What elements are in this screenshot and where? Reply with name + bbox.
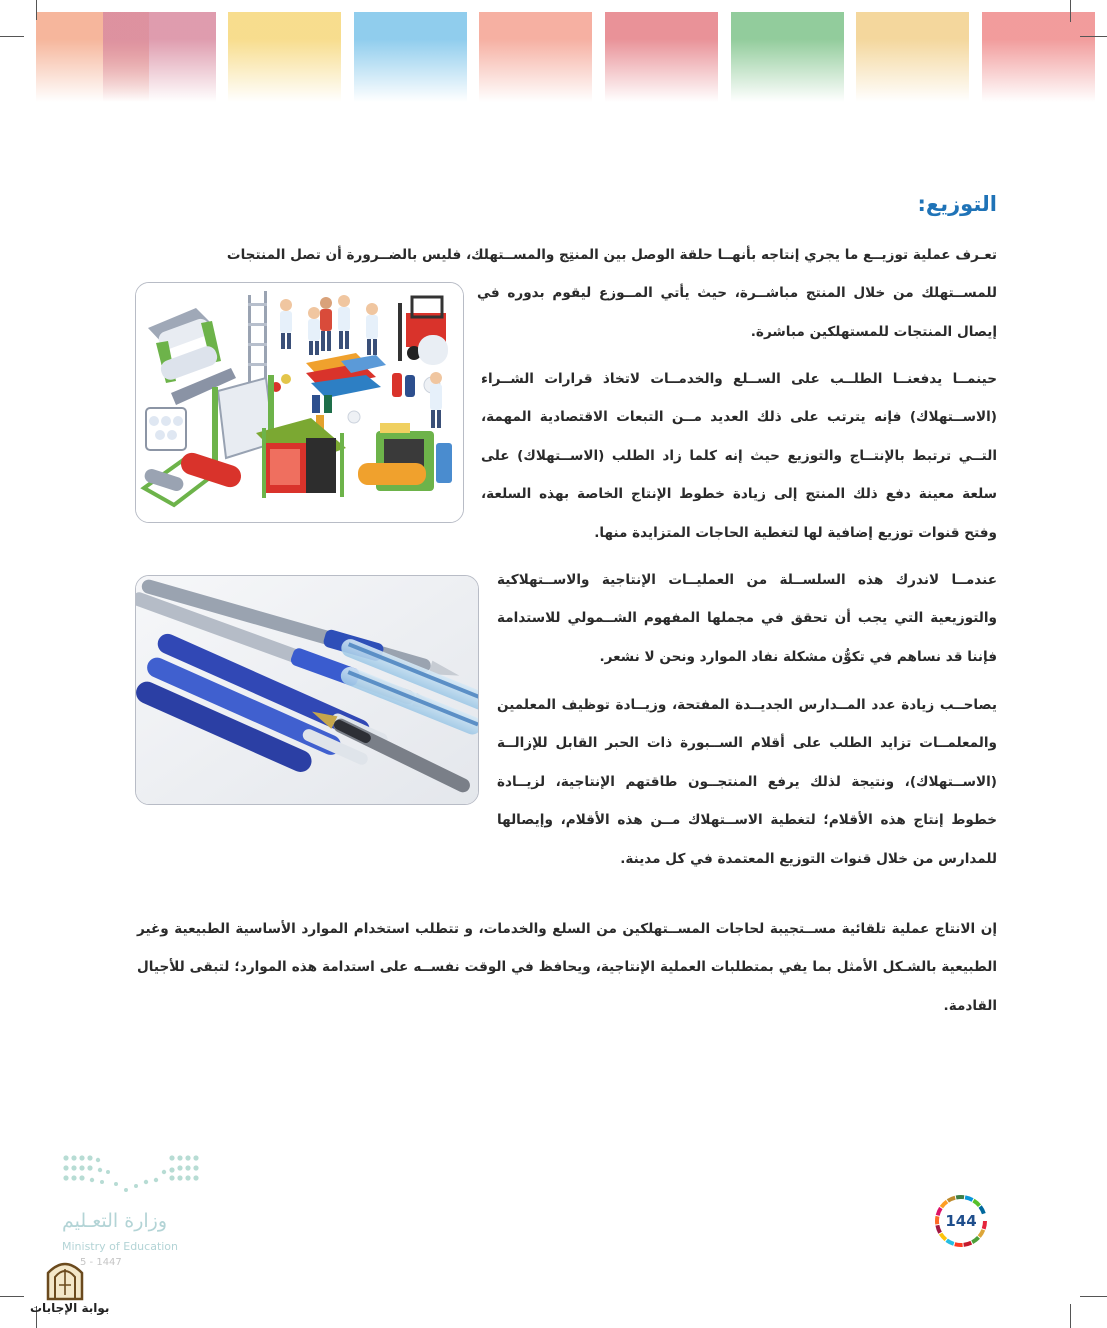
page-number: 144 <box>945 1212 977 1230</box>
crop-mark <box>0 36 24 37</box>
color-tab <box>228 12 341 102</box>
paragraph-line: للمســتهلك من خلال المنتج مباشــرة، حيث يأتي المــوزع ليقوم بدوره في إيصال المنتجات للمستهلكين مباشرة. <box>477 285 997 340</box>
crop-mark <box>36 0 37 20</box>
ministry-dots-icon <box>60 1150 210 1210</box>
ballpoint-pens-icon <box>136 576 478 804</box>
paragraph-demand-consumption: حينمــا يدفعنــا الطلــب على الســلع والخدمــات لاتخاذ قرارات الشــراء (الاســتهلاك) فإنه يترتب على ذلك العديد مــن التبعات الاقتصادية المهمة، التــي ترتبط بالإنتــاج والتوزيع حيث إنه كلما زاد الطلب (الاســتهلاك) على سلعة معينة دفع ذلك المنتج إلى زيادة خطوط الإنتاج الخاصة بهذه السلعة، وفتح قنوات توزيع إضافية لها لتغطية الحاجات المتزايدة منها. <box>481 371 997 541</box>
ministry-name-arabic: وزارة التعـليم <box>62 1210 168 1232</box>
ministry-year: 5 - 1447 <box>80 1257 122 1268</box>
color-tab <box>103 12 216 102</box>
color-tab <box>731 12 844 102</box>
page-number-badge <box>933 1193 989 1249</box>
crop-mark <box>1070 0 1071 22</box>
factory-machines-icon <box>136 283 463 522</box>
paragraph-line: تعـرف عملية توزيــع ما يجري إنتاجه بأنهــا حلقة الوصل بين المنتِج والمســتهلك، فليس بالضــرورة أن تصل المنتجات <box>226 247 997 263</box>
color-tab <box>479 12 592 102</box>
crop-mark <box>1080 36 1107 37</box>
paragraph-production-summary: إن الانتاج عملية تلقائية مســتجيبة لحاجات المســتهلكين من السلع والخدمات، و تتطلب استخدام الموارد الأساسية الطبيعية وغير الطبيعية بالشـكل الأمثل بما يفي بمتطلبات العملية الإنتاجية، ويحافظ في الوقت نفســه على استدامة هذه الموارد؛ لتبقى للأجيال القادمة. <box>137 921 997 1014</box>
answers-portal-logo <box>44 1255 86 1301</box>
crop-mark <box>0 1296 24 1297</box>
factory-illustration <box>135 282 464 523</box>
ministry-name-english: Ministry of Education <box>62 1240 179 1253</box>
top-color-strip <box>36 12 1098 102</box>
color-tab <box>982 12 1095 102</box>
crop-mark <box>1080 1296 1107 1297</box>
paragraph-pens-example: يصاحــب زيادة عدد المــدارس الجديــدة المفتحة، وزيــادة توظيف المعلمين والمعلمــات تزايد الطلب على أقلام الســبورة ذات الحبر القابل للإزالــة (الاســتهلاك)، ونتيجة لذلك يرفع المنتجــون طاقتهم الإنتاجية، لزيــادة خطوط إنتاج هذه الأقلام؛ لتغطية الاســتهلاك مــن هذه الأقلام، وإيصالها للمدارس من خلال قنوات التوزيع المعتمدة في كل مدينة. <box>497 697 997 867</box>
color-tab <box>354 12 467 102</box>
pens-photo <box>135 575 479 805</box>
color-tab <box>605 12 718 102</box>
answers-portal-text: بوابة الإجابات <box>30 1301 110 1315</box>
section-heading: التوزيع: <box>917 192 997 216</box>
crop-mark <box>1070 1304 1071 1328</box>
paragraph-sustainability-chain: عندمــا لاندرك هذه السلســلة من العمليــات الإنتاجية والاســتهلاكية والتوزيعية التي يجب أن تحقق في مجملها المفهوم الشــمولي للاستدامة فإننا قد نساهم في تكوُّن مشكلة نفاد الموارد ونحن لا نشعر. <box>497 572 997 665</box>
portal-arch-icon <box>44 1255 86 1301</box>
color-tab <box>856 12 969 102</box>
